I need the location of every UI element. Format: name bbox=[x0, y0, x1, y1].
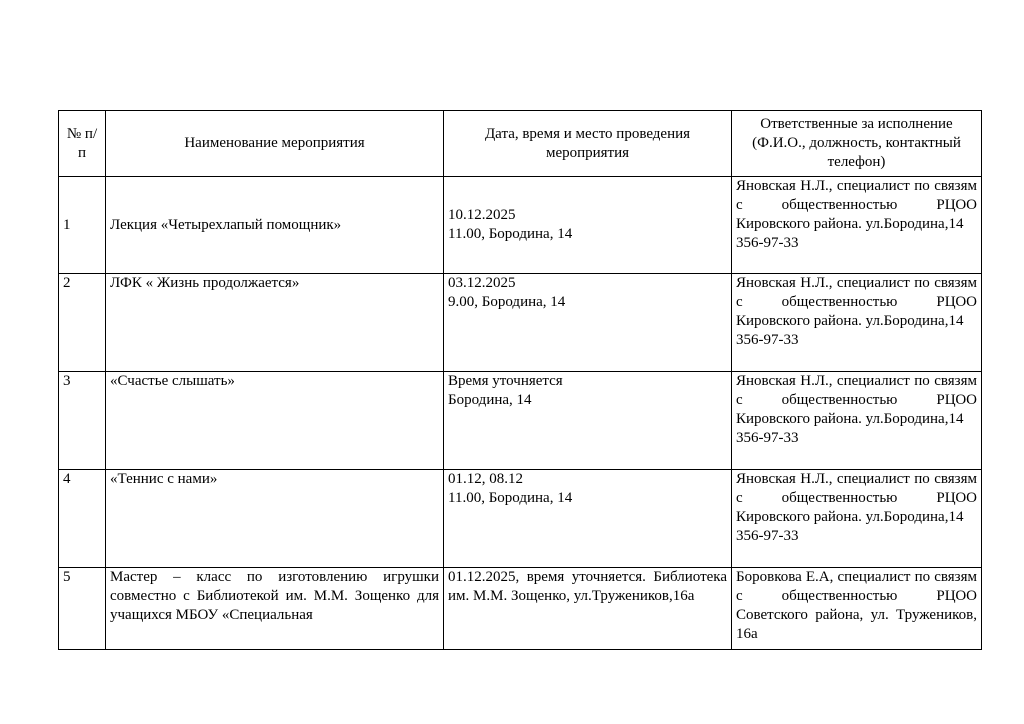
header-date-place: Дата, время и место проведения мероприятия bbox=[444, 111, 732, 177]
events-table bbox=[58, 110, 982, 650]
table-header-row bbox=[59, 111, 982, 177]
table-row bbox=[59, 177, 982, 274]
event-date-place bbox=[444, 177, 732, 274]
event-responsible bbox=[732, 372, 982, 470]
event-time-place: Бородина, 14 bbox=[448, 392, 532, 408]
row-number: 2 bbox=[59, 274, 106, 372]
event-name: «Теннис с нами» bbox=[106, 470, 444, 568]
event-responsible bbox=[732, 470, 982, 568]
responsible-text: Яновская Н.Л., специалист по связям с общественностью РЦОО Кировского района. ул.Бородина,14 bbox=[736, 178, 977, 232]
event-responsible bbox=[732, 274, 982, 372]
responsible-phone: 356-97-33 bbox=[736, 528, 799, 544]
event-responsible: Боровкова Е.А, специалист по связям с общественностью РЦОО Советского района, ул. Тружеников, 16а bbox=[732, 568, 982, 650]
event-name: Мастер – класс по изготовлению игрушки совместно с Библиотекой им. М.М. Зощенко для учащихся МБОУ «Специальная bbox=[106, 568, 444, 650]
header-number: № п/п bbox=[59, 111, 106, 177]
row-number: 1 bbox=[59, 177, 106, 274]
event-date: 03.12.2025 bbox=[448, 275, 516, 291]
table-row bbox=[59, 274, 982, 372]
responsible-phone: 356-97-33 bbox=[736, 430, 799, 446]
row-number: 5 bbox=[59, 568, 106, 650]
event-date-place bbox=[444, 372, 732, 470]
responsible-phone: 356-97-33 bbox=[736, 235, 799, 251]
event-date: Время уточняется bbox=[448, 373, 563, 389]
event-name: «Счастье слышать» bbox=[106, 372, 444, 470]
table-row bbox=[59, 372, 982, 470]
event-date-place bbox=[444, 274, 732, 372]
responsible-phone: 356-97-33 bbox=[736, 332, 799, 348]
event-name: ЛФК « Жизнь продолжается» bbox=[106, 274, 444, 372]
table-row bbox=[59, 470, 982, 568]
header-event-name: Наименование мероприятия bbox=[106, 111, 444, 177]
event-time-place: 9.00, Бородина, 14 bbox=[448, 294, 566, 310]
event-date-place bbox=[444, 470, 732, 568]
event-date: 01.12, 08.12 bbox=[448, 471, 523, 487]
event-responsible bbox=[732, 177, 982, 274]
table-row bbox=[59, 568, 982, 650]
event-time-place: 11.00, Бородина, 14 bbox=[448, 226, 573, 242]
responsible-text: Яновская Н.Л., специалист по связям с общественностью РЦОО Кировского района. ул.Бородина,14 bbox=[736, 373, 977, 427]
row-number: 3 bbox=[59, 372, 106, 470]
event-date: 10.12.2025 bbox=[448, 207, 516, 223]
header-responsible: Ответственные за исполнение (Ф.И.О., должность, контактный телефон) bbox=[732, 111, 982, 177]
responsible-text: Яновская Н.Л., специалист по связям с общественностью РЦОО Кировского района. ул.Бородина,14 bbox=[736, 471, 977, 525]
event-date-place: 01.12.2025, время уточняется. Библиотека им. М.М. Зощенко, ул.Тружеников,16а bbox=[444, 568, 732, 650]
event-name: Лекция «Четырехлапый помощник» bbox=[106, 177, 444, 274]
event-time-place: 11.00, Бородина, 14 bbox=[448, 490, 573, 506]
responsible-text: Яновская Н.Л., специалист по связям с общественностью РЦОО Кировского района. ул.Бородина,14 bbox=[736, 275, 977, 329]
row-number: 4 bbox=[59, 470, 106, 568]
